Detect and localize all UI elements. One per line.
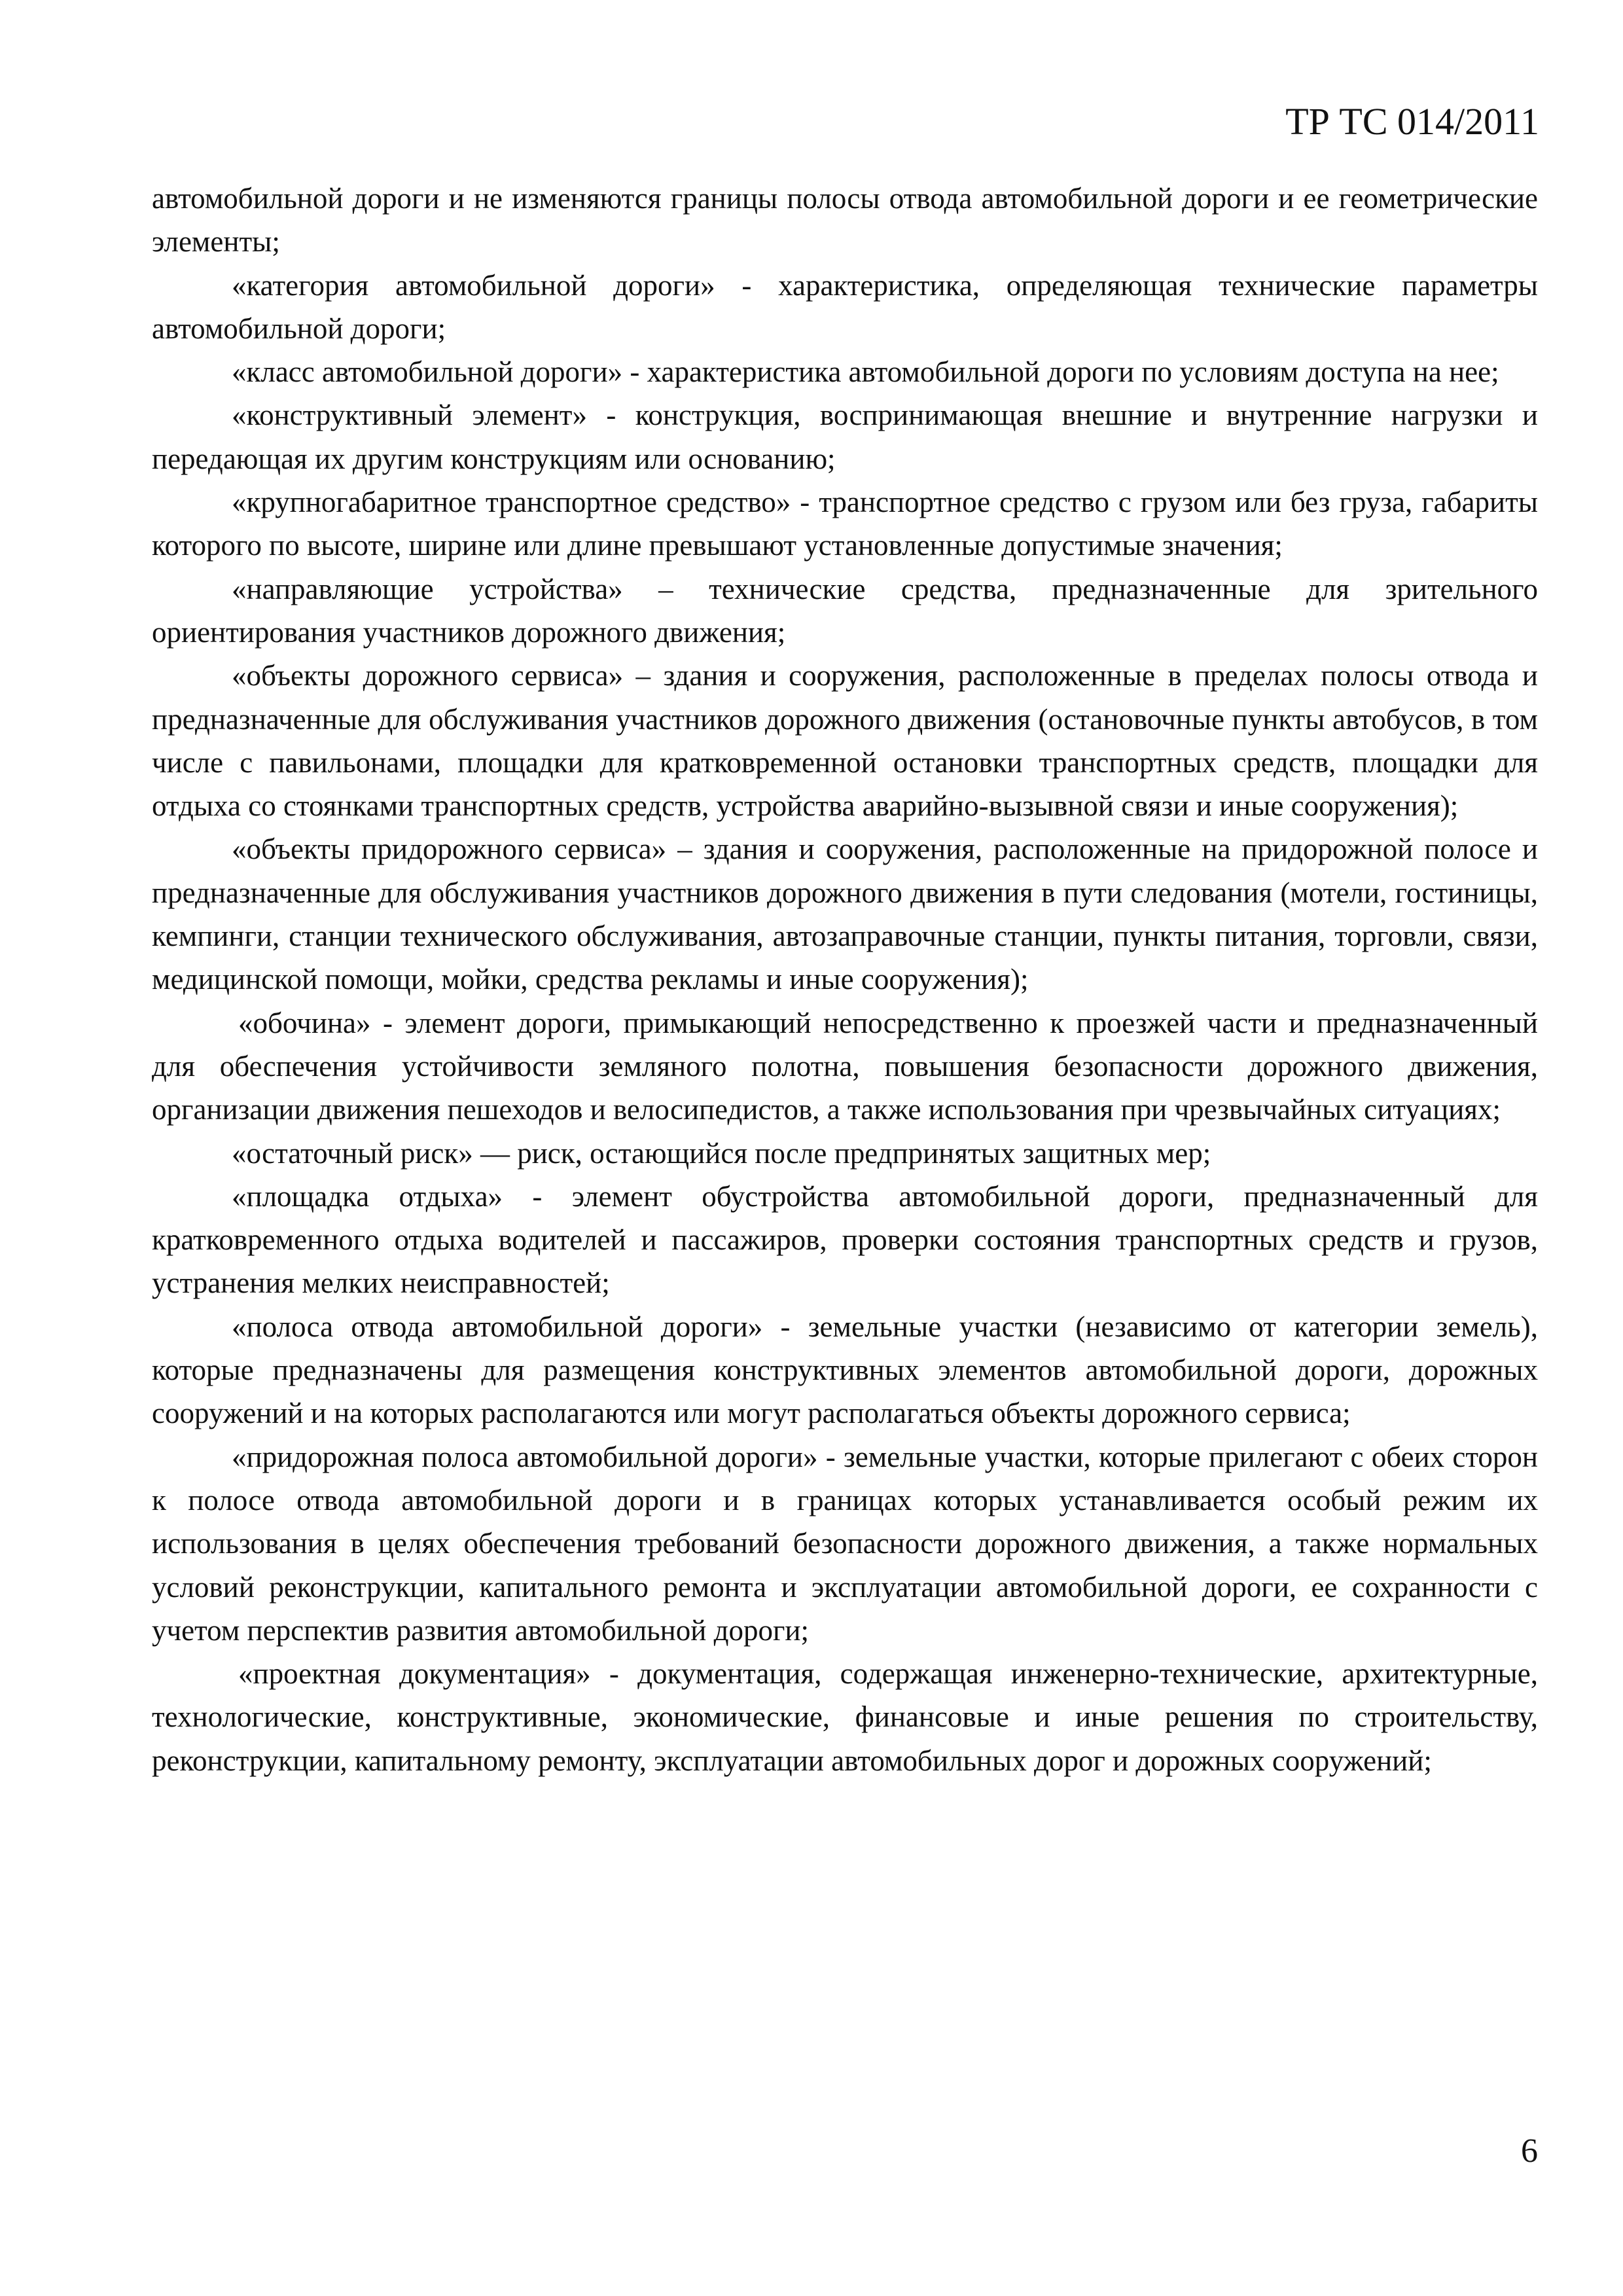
- page-number: 6: [1521, 2132, 1538, 2170]
- definition-roadside-strip: «придорожная полоса автомобильной дороги» - земельные участки, которые прилегают с обеих сторон к полосе отвода автомобильной дороги и в границах которых устанавливается особый режим их использования в целях обеспечения требований безопасности дорожного движения, а также нормальных условий реконструкции, капитального ремонта и эксплуатации автомобильной дороги, ее сохранности с учетом перспектив развития автомобильной дороги;: [152, 1440, 1538, 1647]
- definition-oversized-vehicle: «крупногабаритное транспортное средство» - транспортное средство с грузом или без груза, габариты которого по высоте, ширине или длине превышают установленные допустимые значения;: [152, 486, 1538, 562]
- definition-structural-element: «конструктивный элемент» - конструкция, воспринимающая внешние и внутренние нагрузки и передающая их другим конструкциям или основанию;: [152, 399, 1538, 475]
- definition-residual-risk: «остаточный риск» — риск, остающийся после предпринятых защитных мер;: [232, 1136, 1211, 1170]
- definition-guiding-devices: «направляющие устройства» – технические средства, предназначенные для зрительного ориентирования участников дорожного движения;: [152, 572, 1538, 649]
- definition-road-category: «категория автомобильной дороги» - характеристика, определяющая технические параметры автомобильной дороги;: [152, 268, 1538, 345]
- document-body: [152, 177, 1538, 1782]
- definition-roadside-service-objects: «объекты придорожного сервиса» – здания и сооружения, расположенные на придорожной полосе и предназначенные для обслуживания участников дорожного движения в пути следования (мотели, гостиницы, кемпинги, станции технического обслуживания, автозаправочные станции, пункты питания, торговли, связи, медицинской помощи, мойки, средства рекламы и иные сооружения);: [152, 833, 1538, 996]
- definition-right-of-way: «полоса отвода автомобильной дороги» - земельные участки (независимо от категории земель), которые предназначены для размещения конструктивных элементов автомобильной дороги, дорожных сооружений и на которых располагаются или могут располагаться объекты дорожного сервиса;: [152, 1310, 1538, 1430]
- definition-rest-area: «площадка отдыха» - элемент обустройства автомобильной дороги, предназначенный для кратковременного отдыха водителей и пассажиров, проверки состояния транспортных средств и грузов, устранения мелких неисправностей;: [152, 1179, 1538, 1300]
- document-header: ТР ТС 014/2011: [1285, 100, 1539, 143]
- definition-road-class: «класс автомобильной дороги» - характеристика автомобильной дороги по условиям доступа на нее;: [232, 355, 1499, 389]
- definition-road-shoulder: «обочина» - элемент дороги, примыкающий непосредственно к проезжей части и предназначенный для обеспечения устойчивости земляного полотна, повышения безопасности дорожного движения, организации движения пешеходов и велосипедистов, а также использования при чрезвычайных ситуациях;: [152, 1006, 1538, 1126]
- definition-project-documentation: «проектная документация» - документация, содержащая инженерно-технические, архитектурные, технологические, конструктивные, экономические, финансовые и иные решения по строительству, реконструкции, капитальному ремонту, эксплуатации автомобильных дорог и дорожных сооружений;: [152, 1657, 1538, 1777]
- paragraph-continuation: автомобильной дороги и не изменяются границы полосы отвода автомобильной дороги и ее геометрические элементы;: [152, 182, 1538, 259]
- definition-road-service-objects: «объекты дорожного сервиса» – здания и сооружения, расположенные в пределах полосы отвода и предназначенные для обслуживания участников дорожного движения (остановочные пункты автобусов, в том числе с павильонами, площадки для кратковременной остановки транспортных средств, площадки для отдыха со стоянками транспортных средств, устройства аварийно-вызывной связи и иные сооружения);: [152, 659, 1538, 823]
